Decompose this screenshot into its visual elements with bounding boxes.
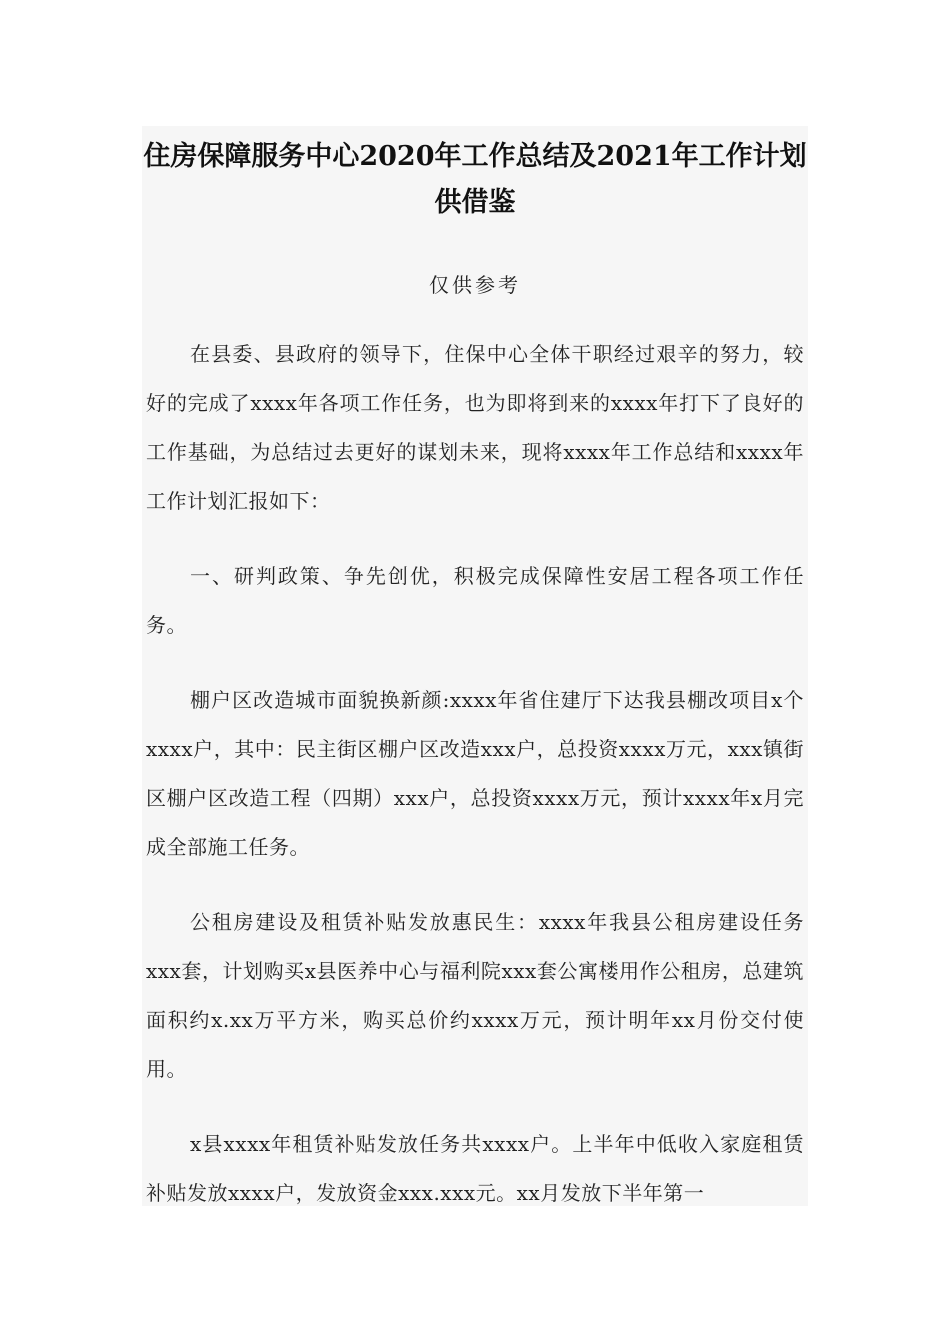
paragraph-intro: 在县委、县政府的领导下，住保中心全体干职经过艰辛的努力，较好的完成了xxxx年各项工作任务，也为即将到来的xxxx年打下了良好的工作基础，为总结过去更好的谋划未来，现将xxxx年工作总结和xxxx年工作计划汇报如下： <box>146 342 804 513</box>
document-content <box>142 126 808 1206</box>
document-title: 住房保障服务中心2020年工作总结及2021年工作计划供借鉴 <box>143 141 807 218</box>
document-body <box>142 330 808 1206</box>
document-subtitle: 仅供参考 <box>429 273 521 297</box>
paragraph-rental-subsidy: x县xxxx年租赁补贴发放任务共xxxx户。上半年中低收入家庭租赁补贴发放xxxx户，发放资金xxx.xxx元。xx月发放下半年第一 <box>146 1132 804 1205</box>
paragraph-section-heading: 一、研判政策、争先创优，积极完成保障性安居工程各项工作任务。 <box>146 564 804 637</box>
paragraph-public-rental: 公租房建设及租赁补贴发放惠民生：xxxx年我县公租房建设任务xxx套，计划购买x县医养中心与福利院xxx套公寓楼用作公租房，总建筑面积约x.xx万平方米，购买总价约xxxx万元，预计明年xx月份交付使用。 <box>146 910 804 1081</box>
paragraph-shantytown: 棚户区改造城市面貌换新颜:xxxx年省住建厅下达我县棚改项目x个xxxx户，其中：民主街区棚户区改造xxx户，总投资xxxx万元，xxx镇街区棚户区改造工程（四期）xxx户，总投资xxxx万元，预计xxxx年x月完成全部施工任务。 <box>146 688 804 859</box>
